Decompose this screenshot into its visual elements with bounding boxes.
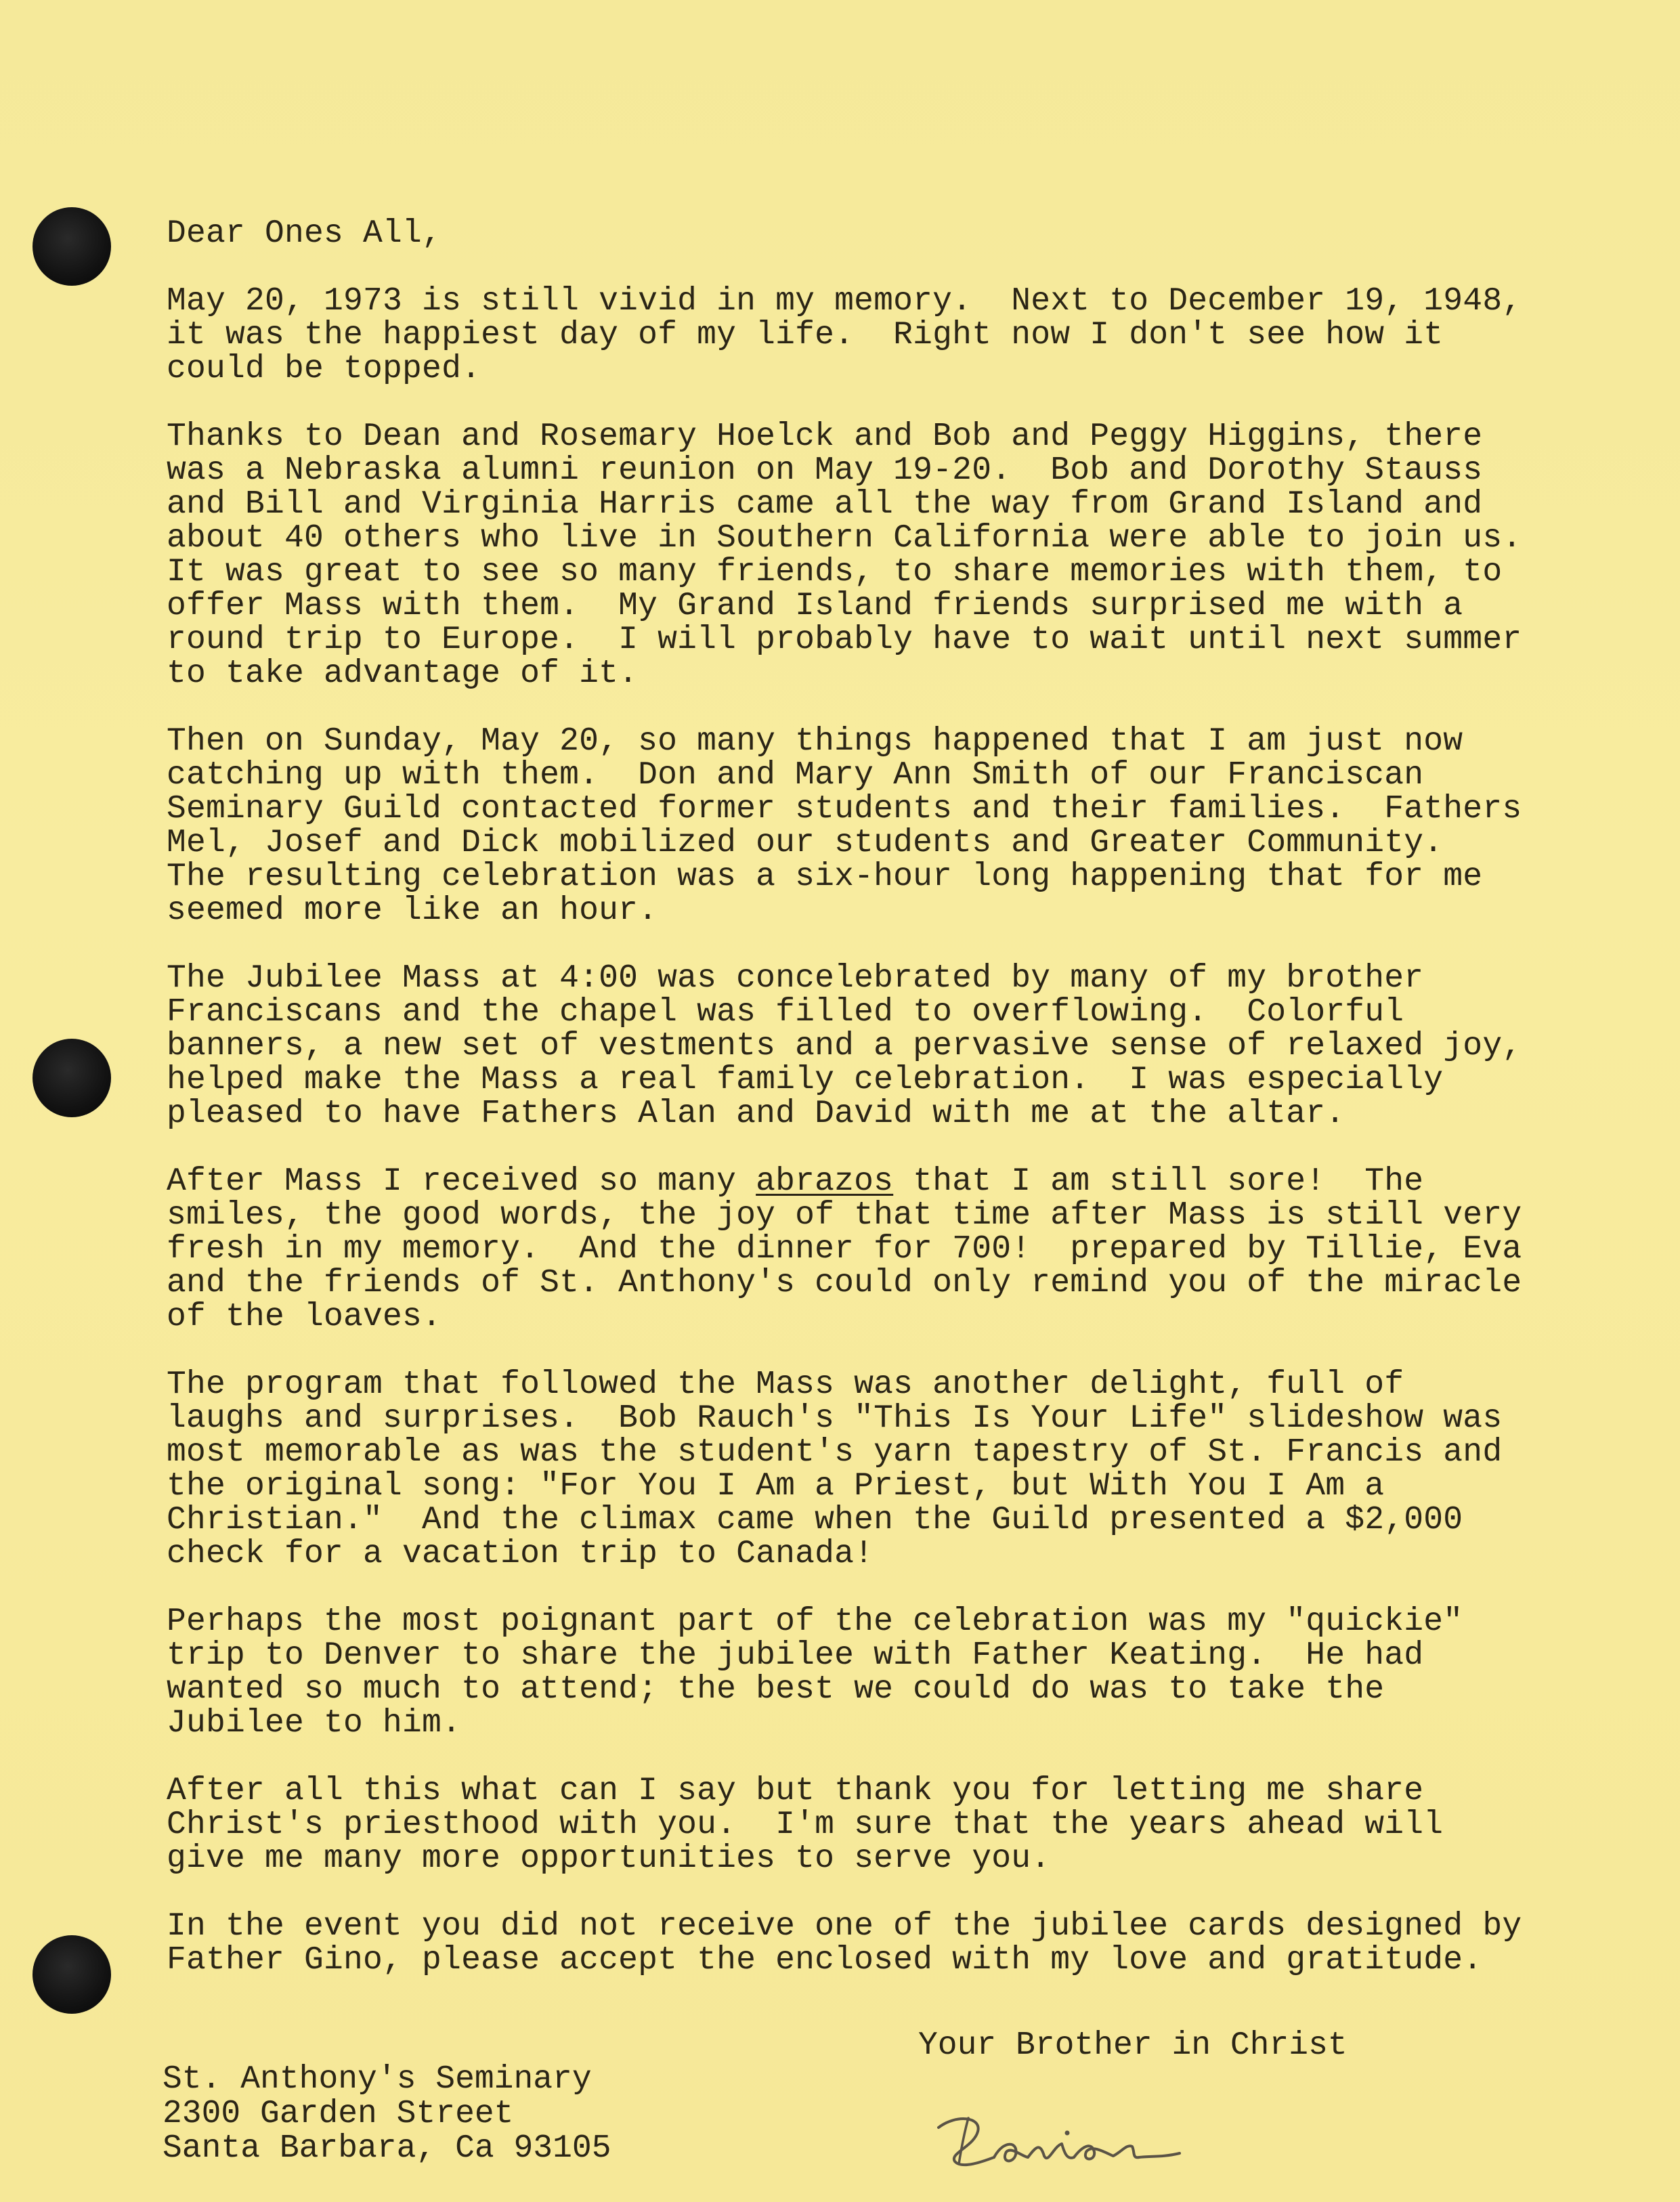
paragraph-line: Christian." And the climax came when the Guild presented a $2,000 [167,1502,1463,1538]
salutation: Dear Ones All, [167,215,442,252]
paragraph-line: Mel, Josef and Dick mobilized our students and Greater Community. [167,825,1444,861]
paragraph-3 [167,725,1602,928]
paragraph-line: In the event you did not receive one of the jubilee cards designed by [167,1908,1522,1945]
paragraph-line: trip to Denver to share the jubilee with Father Keating. He had [167,1637,1424,1674]
paragraph-line: and the friends of St. Anthony's could only remind you of the miracle [167,1265,1522,1301]
address-line: Santa Barbara, Ca 93105 [163,2130,611,2167]
paragraph-1 [167,284,1602,386]
paragraph-line: It was great to see so many friends, to share memories with them, to [167,554,1503,590]
paragraph-line: May 20, 1973 is still vivid in my memory. Next to December 19, 1948, [167,283,1522,320]
paragraph-line: After all this what can I say but thank you for letting me share [167,1773,1424,1809]
sender-address [163,2063,611,2166]
address-line: St. Anthony's Seminary [163,2061,592,2098]
paragraph-line: to take advantage of it. [167,655,639,692]
paragraph-line: of the loaves. [167,1299,442,1335]
paragraph-line: smiles, the good words, the joy of that time after Mass is still very [167,1197,1522,1234]
line-text: After Mass I received so many [167,1163,756,1200]
paragraph-8 [167,1774,1602,1876]
paragraph-line: banners, a new set of vestments and a pervasive sense of relaxed joy, [167,1028,1522,1064]
paragraph-line [167,1165,1602,1199]
paragraph-line: Perhaps the most poignant part of the celebration was my "quickie" [167,1603,1463,1640]
paragraph-line: The Jubilee Mass at 4:00 was concelebrated by many of my brother [167,960,1424,997]
paragraph-line: The resulting celebration was a six-hour long happening that for me [167,859,1483,895]
paragraph-line: laughs and surprises. Bob Rauch's "This Is Your Life" slideshow was [167,1400,1503,1437]
paragraph-line: give me many more opportunities to serve you. [167,1840,1051,1877]
paragraph-line: offer Mass with them. My Grand Island friends surprised me with a [167,588,1463,624]
paragraph-line: fresh in my memory. And the dinner for 700! prepared by Tillie, Eva [167,1231,1522,1268]
paragraph-line: wanted so much to attend; the best we could do was to take the [167,1671,1385,1708]
punch-hole-middle [33,1039,111,1117]
paragraph-line: helped make the Mass a real family celebration. I was especially [167,1062,1444,1098]
underlined-word: abrazos [756,1163,894,1200]
paragraph-line: about 40 others who live in Southern California were able to join us. [167,520,1522,557]
paragraph-line: Franciscans and the chapel was filled to overflowing. Colorful [167,994,1404,1031]
handwritten-signature [929,2099,1200,2174]
paragraph-line: Father Gino, please accept the enclosed with my love and gratitude. [167,1942,1483,1979]
paragraph-line: Thanks to Dean and Rosemary Hoelck and Bob and Peggy Higgins, there [167,418,1483,455]
paragraph-line: it was the happiest day of my life. Right now I don't see how it [167,317,1444,353]
punch-hole-bottom [33,1935,111,2014]
paragraph-line: check for a vacation trip to Canada! [167,1536,874,1572]
paragraph-7 [167,1605,1602,1740]
paragraph-line: Seminary Guild contacted former students and their families. Fathers [167,791,1522,827]
paragraph-line: seemed more like an hour. [167,892,658,929]
paragraph-line: The program that followed the Mass was another delight, full of [167,1366,1404,1403]
paragraph-5 [167,1165,1602,1334]
punch-hole-top [33,207,111,286]
paragraph-4 [167,962,1602,1131]
paragraph-line: most memorable as was the student's yarn tapestry of St. Francis and [167,1434,1503,1471]
paragraph-line: and Bill and Virginia Harris came all the way from Grand Island and [167,486,1483,523]
paragraph-6 [167,1368,1602,1571]
line-text: that I am still sore! The [893,1163,1424,1200]
paragraph-line: round trip to Europe. I will probably have to wait until next summer [167,622,1522,658]
paragraph-line: could be topped. [167,351,481,387]
paragraph-line: Jubilee to him. [167,1705,462,1742]
paragraph-line: was a Nebraska alumni reunion on May 19-20. Bob and Dorothy Stauss [167,452,1483,489]
paragraph-9 [167,1909,1602,1977]
paragraph-line: Then on Sunday, May 20, so many things happened that I am just now [167,723,1463,760]
address-line: 2300 Garden Street [163,2096,514,2132]
letter-body [167,217,1602,2011]
paragraph-line: Christ's priesthood with you. I'm sure that the years ahead will [167,1807,1444,1843]
closing-line: Your Brother in Christ [918,2027,1348,2064]
paragraph-line: the original song: "For You I Am a Priest, but With You I Am a [167,1468,1385,1505]
paragraph-line: pleased to have Fathers Alan and David with me at the altar. [167,1096,1345,1132]
paragraph-2 [167,420,1602,691]
paragraph-line: catching up with them. Don and Mary Ann Smith of our Franciscan [167,757,1424,794]
